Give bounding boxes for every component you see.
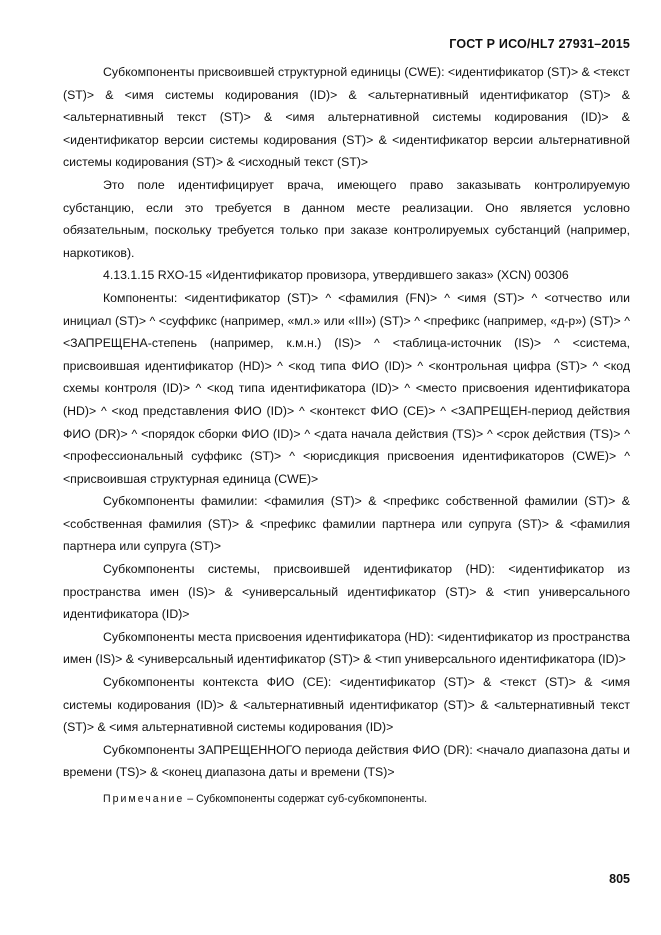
paragraph-name-context-subcomponents: Субкомпоненты контекста ФИО (CE): <идентификатор (ST)> & <текст (ST)> & <имя системы кодирования (ID)> & <альтернативный идентификатор (ST)> & <альтернативный текст (ST)> & <имя альтернативной системы кодирования (ID)>: [63, 675, 630, 735]
paragraph-components: Компоненты: <идентификатор (ST)> ^ <фамилия (FN)> ^ <имя (ST)> ^ <отчество или инициал (ST)> ^ <суффикс (например, «мл.» или «III») (ST)> ^ <префикс (например, «д-р») (ST)> ^ <ЗАПРЕЩЕНА-степень (например, к.м.н.) (IS)> ^ <таблица-источник (IS)> ^ <система, присвоившая идентификатор (HD)> ^ <код типа ФИО (ID)> ^ <контрольная цифра (ST)> ^ <код схемы контроля (ID)> ^ <код типа идентификатора (ID)> ^ <место присвоения идентификатора (HD)> ^ <код представления ФИО (ID)> ^ <контекст ФИО (CE)> ^ <ЗАПРЕЩЕН-период действия ФИО (DR)> ^ <порядок сборки ФИО (ID)> ^ <дата начала действия (TS)> ^ <срок действия (TS)> ^ <профессиональный суффикс (ST)> ^ <юрисдикция присвоения идентификаторов (CWE)> ^ <присвоившая структурная единица (CWE)>: [63, 290, 630, 486]
standard-header: ГОСТ Р ИСО/HL7 27931–2015: [449, 37, 630, 51]
paragraph-cwe-subcomponents: Субкомпоненты присвоившей структурной единицы (CWE): <идентификатор (ST)> & <текст (ST)> & <имя системы кодирования (ID)> & <альтернативный идентификатор (ST)> & <альтернативный текст (ST)> & <имя альтернативной системы кодирования (ID)> & <идентификатор версии системы кодирования (ST)> & <идентификатор версии альтернативной системы кодирования (ST)> & <исходный текст (ST)>: [63, 65, 631, 170]
document-body: [63, 61, 630, 808]
paragraph-assignment-place-subcomponents: Субкомпоненты места присвоения идентификатора (HD): <идентификатор из пространства имен (IS)> & <универсальный идентификатор (ST)> & <тип универсального идентификатора (ID)>: [63, 629, 630, 667]
paragraph-assigning-system-subcomponents: Субкомпоненты системы, присвоившей идентификатор (HD): <идентификатор из пространства имен (IS)> & <универсальный идентификатор (ST)> & <тип универсального идентификатора (ID)>: [63, 562, 630, 622]
note-text: – Субкомпоненты содержат суб-субкомпоненты.: [184, 793, 428, 805]
paragraph-name-validity-subcomponents: Субкомпоненты ЗАПРЕЩЕННОГО периода действия ФИО (DR): <начало диапазона даты и времени (TS)> & <конец диапазона даты и времени (TS)>: [63, 742, 630, 780]
page-number: 805: [609, 872, 630, 886]
paragraph-surname-subcomponents: Субкомпоненты фамилии: <фамилия (ST)> & <префикс собственной фамилии (ST)> & <собственная фамилия (ST)> & <префикс фамилии партнера или супруга (ST)> & <фамилия партнера или супруга (ST)>: [63, 494, 630, 554]
paragraph-field-description: Это поле идентифицирует врача, имеющего право заказывать контролируемую субстанцию, если это требуется в данном месте реализации. Оно является условно обязательным, поскольку требуется только при заказе контролируемых субстанций (например, наркотиков).: [63, 177, 630, 260]
note-label: Примечание: [103, 793, 185, 805]
note: [63, 790, 630, 808]
section-heading-rxo-15: 4.13.1.15 RXO-15 «Идентификатор провизора, утвердившего заказ» (XCN) 00306: [103, 268, 569, 283]
